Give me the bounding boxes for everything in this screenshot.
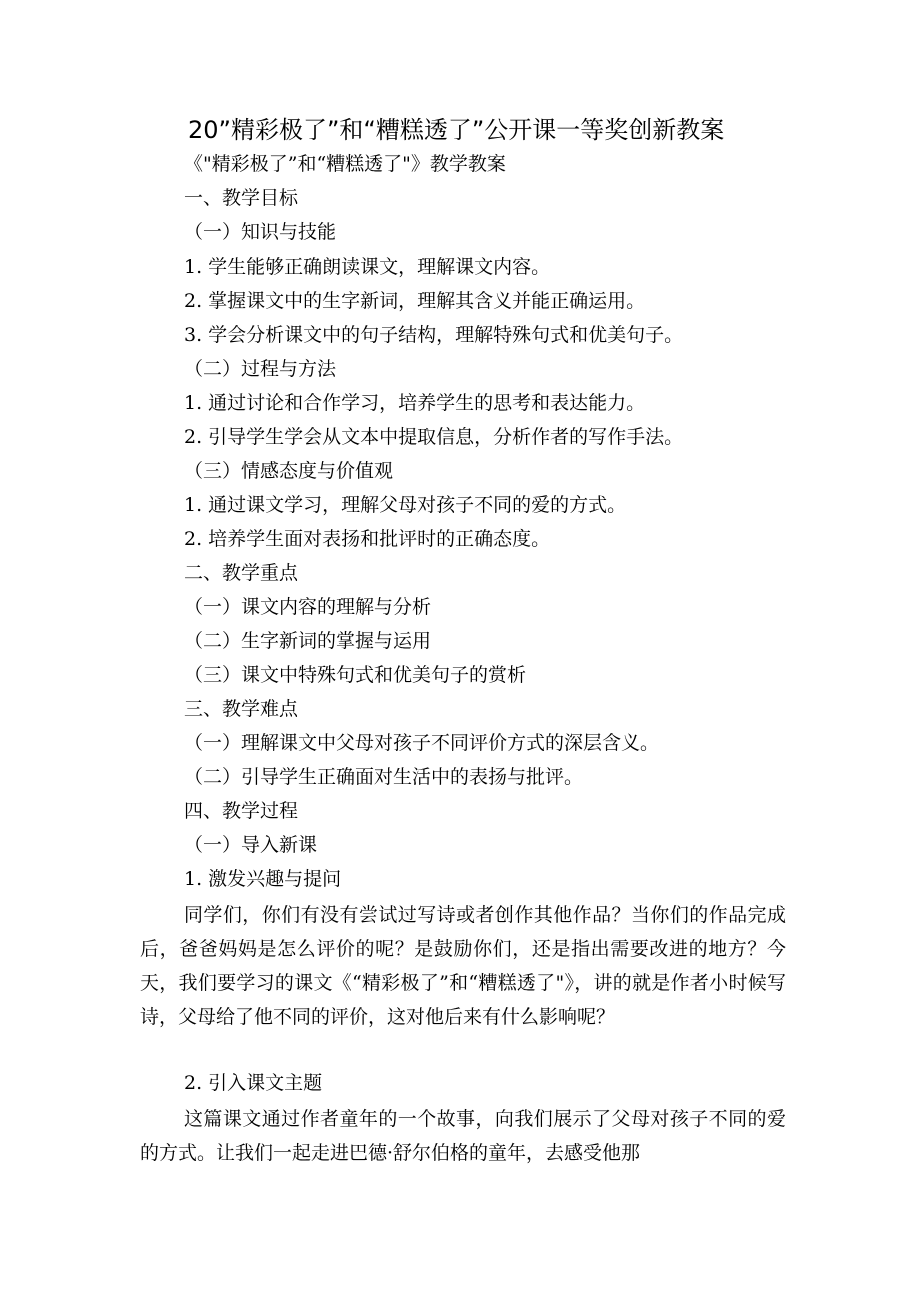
list-item: 2. 掌握课文中的生字新词，理解其含义并能正确运用。 [184,290,646,312]
section-heading-key-points: 二、教学重点 [184,562,299,584]
document-subtitle: 《"精彩极了”和“糟糕透了"》教学教案 [184,153,506,175]
section-heading-process: 四、教学过程 [184,800,299,822]
list-item: 2. 培养学生面对表扬和批评时的正确态度。 [184,528,551,550]
list-item: （一）课文内容的理解与分析 [184,596,432,618]
list-item: 3. 学会分析课文中的句子结构，理解特殊句式和优美句子。 [184,324,684,346]
list-item: 2. 引导学生学会从文本中提取信息，分析作者的写作手法。 [184,426,684,448]
list-item: （三）课文中特殊句式和优美句子的赏析 [184,664,527,686]
subsection-heading: （一）导入新课 [184,834,318,856]
list-item: 1. 通过讨论和合作学习，培养学生的思考和表达能力。 [184,392,646,414]
body-paragraph: 这篇课文通过作者童年的一个故事，向我们展示了父母对孩子不同的爱的方式。让我们一起走进巴德·舒尔伯格的童年，去感受他那 [140,1108,786,1164]
list-item: （一）理解课文中父母对孩子不同评价方式的深层含义。 [184,732,660,754]
list-item: 2. 引入课文主题 [184,1072,323,1094]
section-heading-goals: 一、教学目标 [184,187,299,209]
subsection-heading: （二）过程与方法 [184,358,337,380]
list-item: 1. 通过课文学习，理解父母对孩子不同的爱的方式。 [184,494,627,516]
subsection-heading: （一）知识与技能 [184,221,337,243]
list-item: 1. 学生能够正确朗读课文，理解课文内容。 [184,256,551,278]
section-heading-difficulties: 三、教学难点 [184,698,299,720]
document-title: 20”精彩极了”和“糟糕透了”公开课一等奖创新教案 [188,116,725,144]
list-item: 1. 激发兴趣与提问 [184,868,342,890]
list-item: （二）生字新词的掌握与运用 [184,630,432,652]
body-paragraph: 同学们，你们有没有尝试过写诗或者创作其他作品？当你们的作品完成后，爸爸妈妈是怎么评价的呢？是鼓励你们，还是指出需要改进的地方？今天，我们要学习的课文《“精彩极了”和“糟糕透了"》，讲的就是作者小时候写诗，父母给了他不同的评价，这对他后来有什么影响呢？ [140,904,786,1028]
list-item: （二）引导学生正确面对生活中的表扬与批评。 [184,766,584,788]
subsection-heading: （三）情感态度与价值观 [184,460,394,482]
